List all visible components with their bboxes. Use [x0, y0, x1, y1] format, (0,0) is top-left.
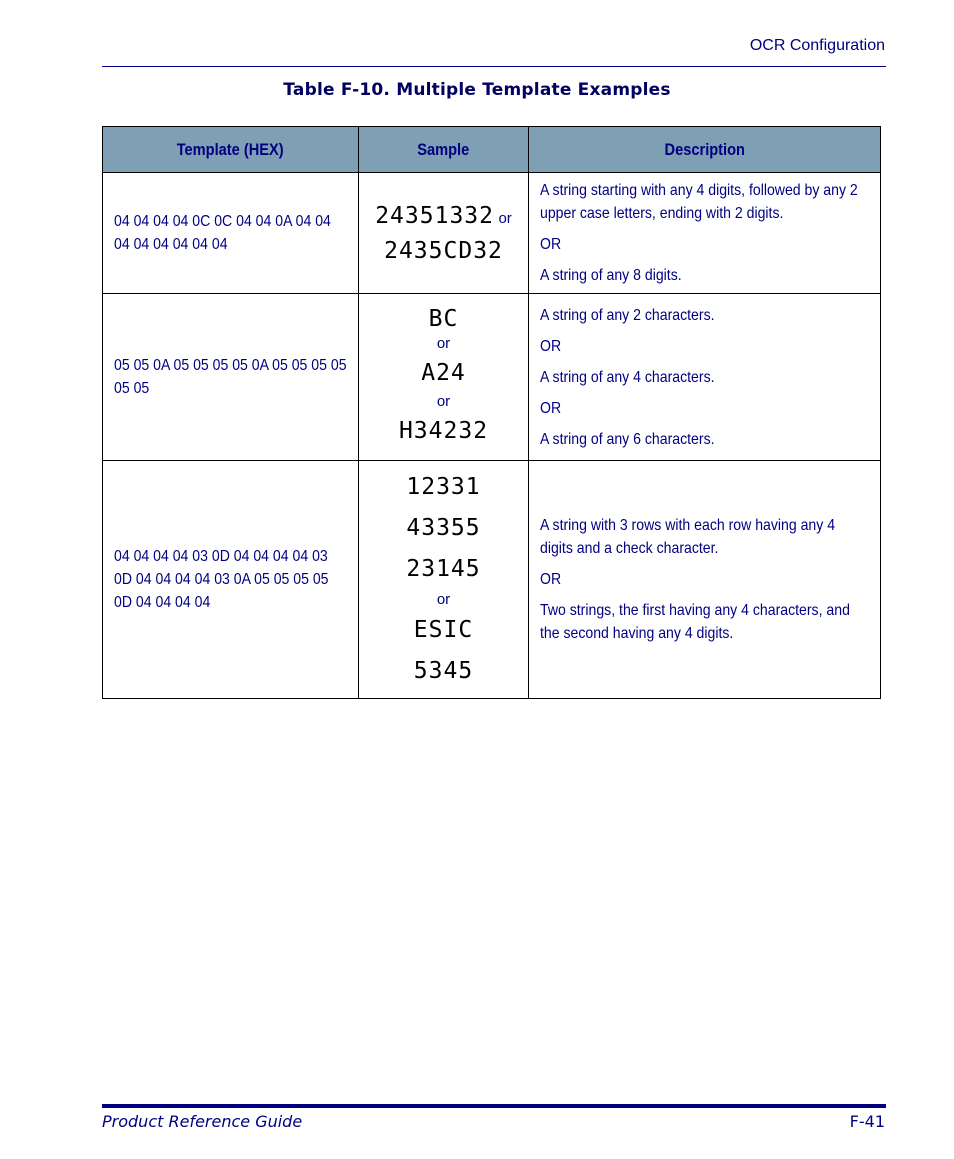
ocr-sample: ESIC — [413, 617, 474, 643]
ocr-sample: 23145 — [406, 556, 481, 582]
table-title: Table F-10. Multiple Template Examples — [283, 80, 671, 100]
hex-cell: 04 04 04 04 0C 0C 04 04 0A 04 04 04 04 04 04 04 04 — [103, 173, 359, 294]
or-separator: or — [498, 209, 512, 227]
description-cell: A string starting with any 4 digits, followed by any 2 upper case letters, ending with 2 digits. OR A string of any 8 digits. — [529, 173, 881, 294]
ocr-sample: A24 — [421, 360, 466, 386]
table-row — [103, 173, 881, 294]
header-rule — [102, 66, 886, 67]
footer-rule — [102, 1104, 886, 1108]
ocr-sample: H34232 — [398, 418, 489, 444]
or-separator: or — [436, 393, 451, 410]
running-header: OCR Configuration — [749, 37, 885, 54]
table-row — [103, 294, 881, 461]
ocr-sample: 43355 — [406, 515, 481, 541]
ocr-sample: 12331 — [406, 474, 481, 500]
column-header-template-hex: Template (HEX) — [103, 127, 359, 173]
description-cell: A string with 3 rows with each row having any 4 digits and a check character. OR Two strings, the first having any 4 characters, and the second having any 4 digits. — [529, 461, 881, 699]
hex-cell: 04 04 04 04 03 0D 04 04 04 04 03 0D 04 04 04 04 03 0A 05 05 05 05 0D 04 04 04 04 — [103, 461, 359, 699]
column-header-sample: Sample — [359, 127, 529, 173]
ocr-sample: BC — [428, 306, 459, 332]
ocr-sample: 2435CD32 — [384, 237, 503, 264]
or-separator: or — [436, 335, 451, 352]
page-number: F-41 — [849, 1112, 885, 1131]
or-separator: or — [436, 591, 451, 608]
table-row — [103, 461, 881, 699]
description-cell: A string of any 2 characters. OR A string of any 4 characters. OR A string of any 6 characters. — [529, 294, 881, 461]
sample-cell — [359, 461, 529, 699]
ocr-sample: 24351332 — [375, 202, 494, 229]
hex-cell: 05 05 0A 05 05 05 05 0A 05 05 05 05 05 05 — [103, 294, 359, 461]
ocr-sample: 5345 — [413, 658, 474, 684]
template-examples-table — [102, 126, 881, 699]
footer-guide-title: Product Reference Guide — [102, 1112, 303, 1131]
sample-cell — [359, 173, 529, 294]
sample-cell — [359, 294, 529, 461]
table-header-row — [103, 127, 881, 173]
column-header-description: Description — [529, 127, 881, 173]
